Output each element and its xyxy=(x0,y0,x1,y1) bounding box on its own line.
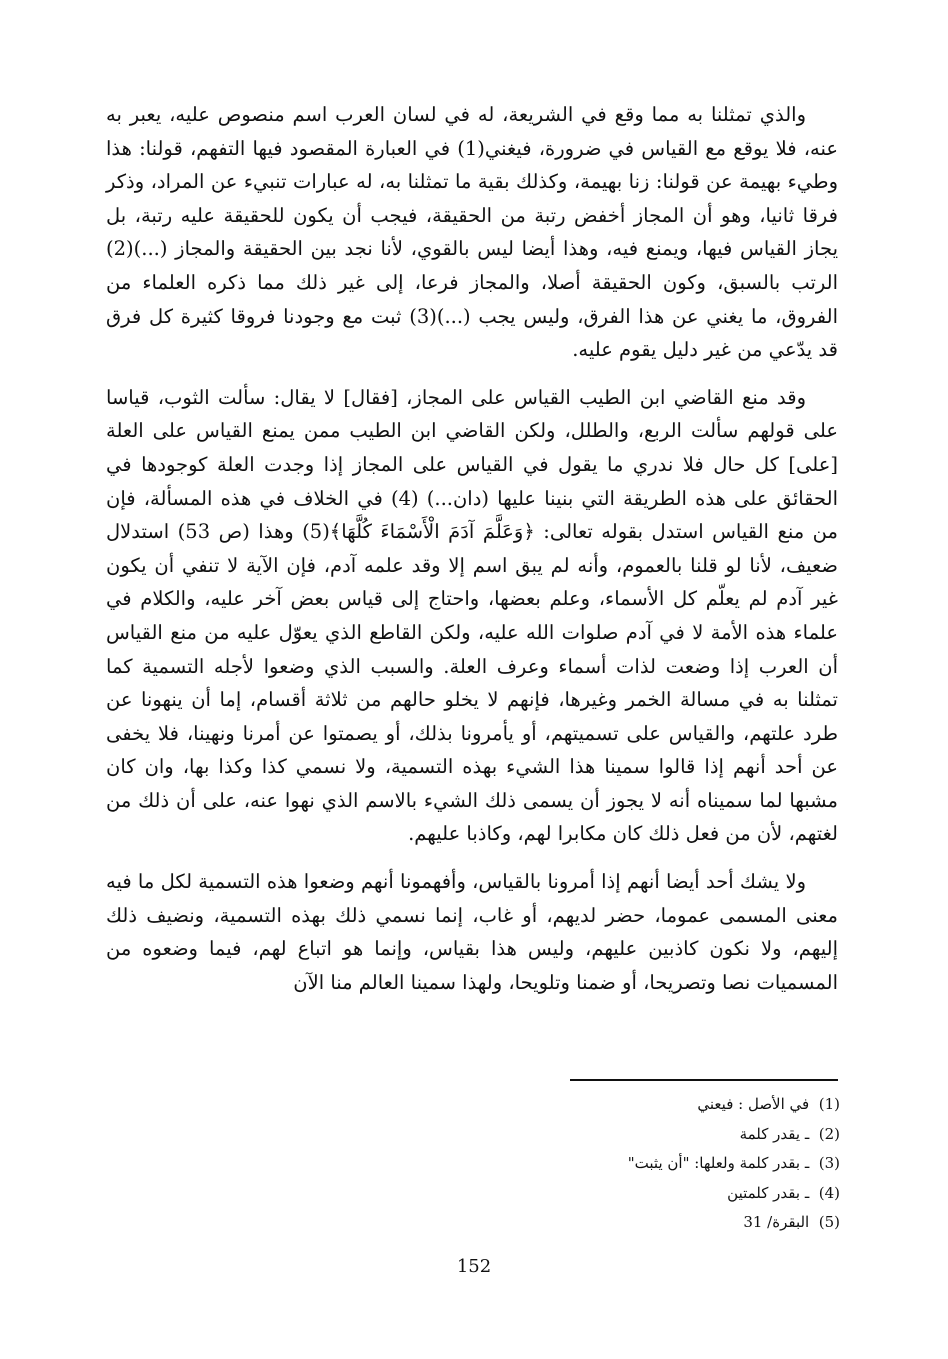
main-text xyxy=(106,98,838,999)
page-number: 152 xyxy=(456,1256,492,1277)
footnote-4 xyxy=(480,1179,840,1209)
footnote-number: (5) xyxy=(818,1213,840,1231)
footnote-5 xyxy=(480,1208,840,1238)
footnote-text: البقرة/ 31 xyxy=(743,1213,810,1231)
footnote-3 xyxy=(480,1149,840,1179)
paragraph-3: ولا يشك أحد أيضا أنهم إذا أمرونا بالقياس، وأفهمونا أنهم وضعوا هذه التسمية لكل ما فيه معنى المسمى عموما، حضر لديهم، أو غاب، إنما نسمي ذلك بهذه التسمية، ونضيف ذلك إليهم، ولا نكون كاذبين عليهم، وليس هذا بقياس، وإنما هو اتباع لهم، فيما وضعوه من المسميات نصا وتصريحا، أو ضمنا وتلويحا، ولهذا سمينا العالم منا الآن xyxy=(106,870,838,994)
footnote-number: (4) xyxy=(818,1183,840,1202)
footnote-2 xyxy=(480,1120,840,1150)
footnote-number: (1) xyxy=(818,1095,840,1113)
footnote-text: ـ يقدر كلمة xyxy=(739,1124,810,1143)
paragraph-2: وقد منع القاضي ابن الطيب القياس على المجاز، [فقال] لا يقال: سألت الثوب، قياسا على قولهم سألت الربع، والطلل، ولكن القاضي ابن الطيب ممن يمنع القياس على العلة [على] كل حال فلا ندري ما يقول في القياس على المجاز إذا وجدت العلة كوجودها في الحقائق على هذه الطريقة التي بنينا عليها (دان...) (4) في الخلاف في هذه المسألة، فإن من منع القياس استدل بقوله تعالى: ﴿وَعَلَّمَ آدَمَ الْأَسْمَاءَ كُلَّهَا﴾(5) وهذا (ص 53) استدلال ضعيف، لأنا لو قلنا بالعموم، وأنه لم يبق اسم إلا وقد علمه آدم، فإن الآية لا تنفي أن يكون غير آدم لم يعلّم كل الأسماء، وعلم بعضها، واحتاج إلى قياس بعض آخر عليه، والكلام في علماء هذه الأمة لا في آدم صلوات الله عليه، ولكن القاطع الذي يعوّل عليه من منع القياس أن العرب إذا وضعت لذات أسماء وعرف العلة. والسبب الذي وضعوا لأجله التسمية كما تمثلنا به في مسالة الخمر وغيرها، فإنهم لا يخلو حالهم من ثلاثة أقسام، إما أن ينهونا عن طرد علتهم، والقياس على تسميتهم، أو يأمرونا بذلك، أو يصمتوا عن أمرنا ونهينا، فلا يخفى عن أحد أنهم إذا قالوا سمينا هذا الشيء بهذه التسمية، ولا نسمي كذا وكذا بها، وان كان مشبها لما سميناه أنه لا يجوز أن يسمى ذلك الشيء بالاسم الذي نهوا عنه، على أن ذلك من لغتهم، لأن من فعل ذلك كان مكابرا لهم، وكاذبا عليهم. xyxy=(106,385,838,846)
footnote-number: (3) xyxy=(818,1154,840,1172)
footnotes xyxy=(480,1090,840,1238)
footnote-text: ـ بقدر كلمتين xyxy=(727,1183,810,1202)
footnote-text: ـ بقدر كلمة ولعلها: "أن يثبت" xyxy=(627,1154,810,1172)
footnote-number: (2) xyxy=(818,1124,840,1143)
paragraph-1: والذي تمثلنا به مما وقع في الشريعة، له في لسان العرب اسم منصوص عليه، يعبر به عنه، فلا يوقع مع القياس في ضرورة، فيغني(1) في العبارة المقصود فيها التفهم، قولنا: هذا وطيء بهيمة عن قولنا: زنا بهيمة، وكذلك بقية ما تمثلنا به، له عبارات تنبيء عن المراد، وذكر فرقا ثانيا، وهو أن المجاز أخفض رتبة من الحقيقة، فيجب أن يكون للحقيقة عليه رتبة، بل يجاز القياس فيها، ويمنع فيه، وهذا أيضا ليس بالقوي، لأنا نجد بين الحقيقة والمجاز (...)(2) الرتب بالسبق، وكون الحقيقة أصلا، والمجاز فرعا، إلى غير ذلك مما ذكره العلماء من الفروق، ما يغني عن هذا الفرق، وليس يجب (...)(3) ثبت مع وجودنا فروقا كثيرة كل فرق قد يدّعي من غير دليل يقوم عليه. xyxy=(106,103,838,362)
footnote-divider xyxy=(570,1079,838,1081)
footnote-text: في الأصل : فيعني xyxy=(697,1095,810,1113)
footnote-1 xyxy=(480,1090,840,1120)
